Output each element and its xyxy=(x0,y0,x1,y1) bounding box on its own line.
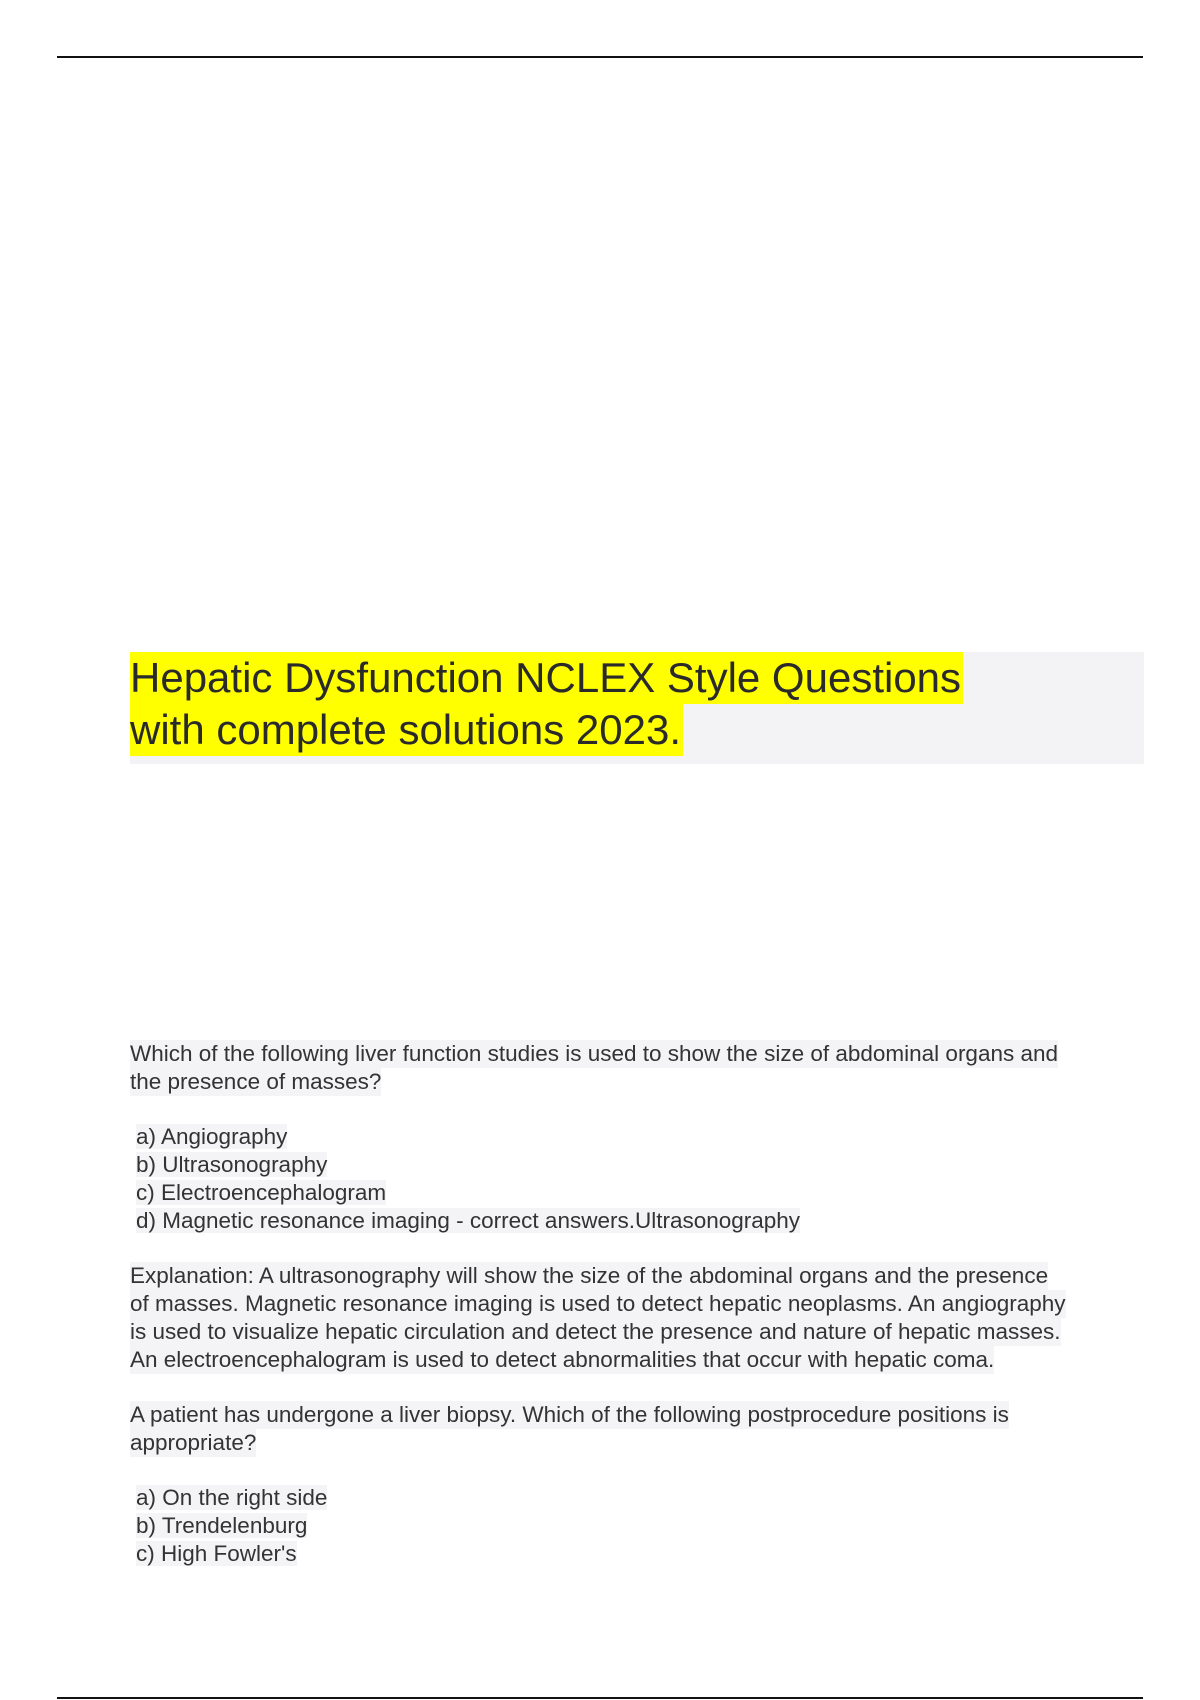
question-1-line-2: the presence of masses? xyxy=(130,1069,382,1094)
explanation-line-1: Explanation: A ultrasonography will show the size of the abdominal organs and the presence xyxy=(130,1263,1049,1288)
bottom-rule xyxy=(57,1697,1143,1699)
question-2-option-a: a) On the right side xyxy=(136,1485,328,1510)
question-1-line-1: Which of the following liver function studies is used to show the size of abdominal organs and xyxy=(130,1041,1059,1066)
document-body xyxy=(130,1040,1144,1568)
title-line-2: with complete solutions 2023. xyxy=(130,704,683,756)
explanation-line-2: of masses. Magnetic resonance imaging is used to detect hepatic neoplasms. An angiography xyxy=(130,1291,1066,1316)
question-2-line-2: appropriate? xyxy=(130,1430,257,1455)
question-1-option-d: d) Magnetic resonance imaging - correct answers.Ultrasonography xyxy=(136,1208,801,1233)
explanation-line-3: is used to visualize hepatic circulation and detect the presence and nature of hepatic masses. xyxy=(130,1319,1061,1344)
question-1-option-c: c) Electroencephalogram xyxy=(136,1180,387,1205)
question-1-options xyxy=(130,1123,1144,1235)
explanation xyxy=(130,1262,1144,1374)
question-2-option-b: b) Trendelenburg xyxy=(136,1513,308,1538)
question-2-options xyxy=(130,1484,1144,1568)
document-title xyxy=(130,652,1144,764)
question-2 xyxy=(130,1401,1144,1457)
question-2-line-1: A patient has undergone a liver biopsy. Which of the following postprocedure positions is xyxy=(130,1402,1009,1427)
question-1-option-a: a) Angiography xyxy=(136,1124,288,1149)
question-2-option-c: c) High Fowler's xyxy=(136,1541,297,1566)
title-line-1: Hepatic Dysfunction NCLEX Style Questions xyxy=(130,652,963,704)
top-rule xyxy=(57,56,1143,58)
question-1-option-b: b) Ultrasonography xyxy=(136,1152,328,1177)
question-1 xyxy=(130,1040,1144,1096)
explanation-line-4: An electroencephalogram is used to detect abnormalities that occur with hepatic coma. xyxy=(130,1347,995,1372)
